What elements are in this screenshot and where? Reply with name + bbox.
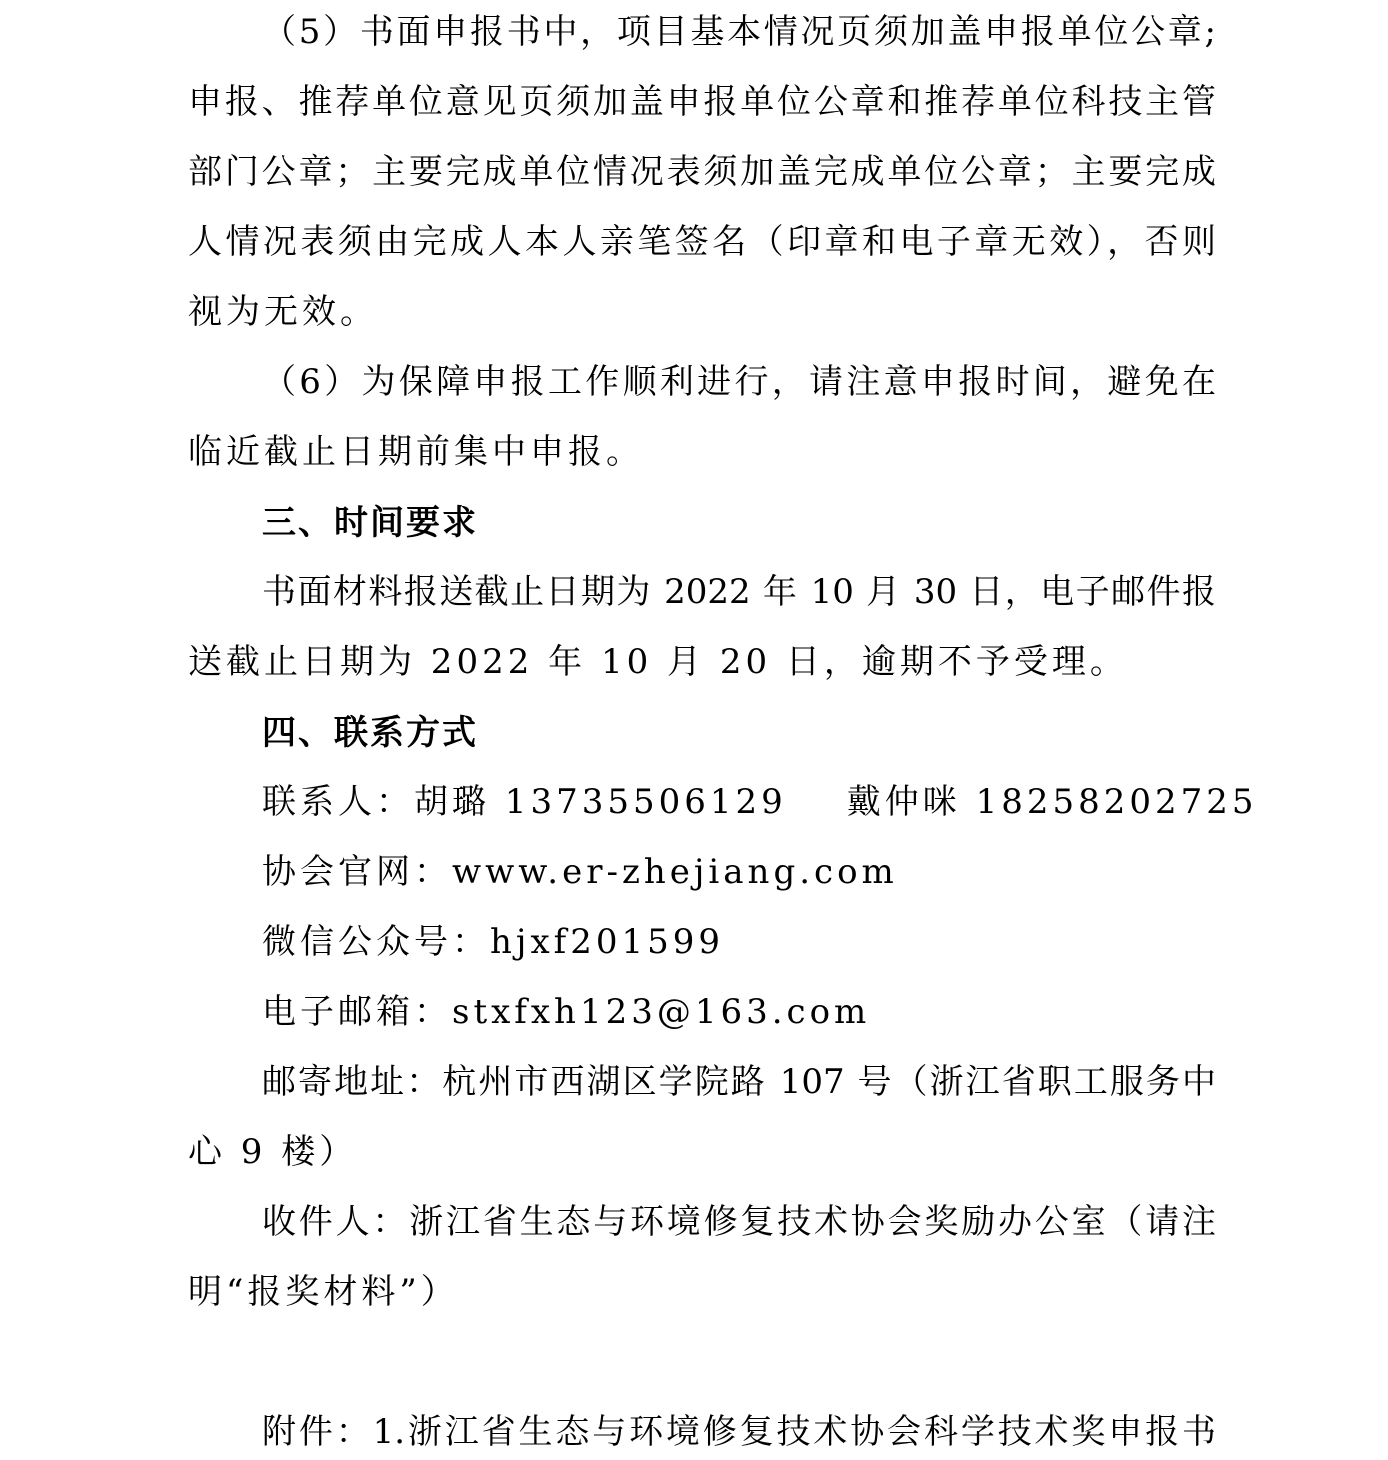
contact-person-2: 戴仲咪 18258202725 xyxy=(846,782,1258,822)
item5-line1: （5）书面申报书中，项目基本情况页须加盖申报单位公章; xyxy=(262,12,1216,52)
email-line: 电子邮箱：stxfxh123@163.com xyxy=(262,992,871,1032)
address-line2: 心 9 楼） xyxy=(188,1132,358,1172)
section3-line2: 送截止日期为 2022 年 10 月 20 日，逾期不予受理。 xyxy=(188,642,1128,682)
recipient-line2: 明“报奖材料”） xyxy=(188,1272,459,1312)
section3-heading: 三、时间要求 xyxy=(262,503,478,543)
item6-line2: 临近截止日期前集中申报。 xyxy=(188,432,644,472)
item5-line3: 部门公章；主要完成单位情况表须加盖完成单位公章；主要完成 xyxy=(188,152,1216,192)
address-line1: 邮寄地址：杭州市西湖区学院路 107 号（浙江省职工服务中 xyxy=(262,1062,1216,1102)
item5-line4: 人情况表须由完成人本人亲笔签名（印章和电子章无效），否则 xyxy=(188,222,1216,262)
website-line: 协会官网：www.er-zhejiang.com xyxy=(262,852,898,892)
contact-label: 联系人： xyxy=(262,782,414,822)
contact-line xyxy=(262,782,1258,822)
item5-line2: 申报、推荐单位意见页须加盖申报单位公章和推荐单位科技主管 xyxy=(188,82,1216,122)
section3-line1: 书面材料报送截止日期为 2022 年 10 月 30 日，电子邮件报 xyxy=(262,572,1216,612)
item5-line5: 视为无效。 xyxy=(188,292,378,332)
section4-heading: 四、联系方式 xyxy=(262,713,478,753)
item6-line1: （6）为保障申报工作顺利进行，请注意申报时间，避免在 xyxy=(262,362,1216,402)
attachment-line1: 附件：1.浙江省生态与环境修复技术协会科学技术奖申报书 xyxy=(262,1412,1217,1452)
contact-person-1: 胡璐 13735506129 xyxy=(414,782,787,822)
recipient-line1: 收件人：浙江省生态与环境修复技术协会奖励办公室（请注 xyxy=(262,1202,1216,1242)
wechat-line: 微信公众号：hjxf201599 xyxy=(262,922,724,962)
